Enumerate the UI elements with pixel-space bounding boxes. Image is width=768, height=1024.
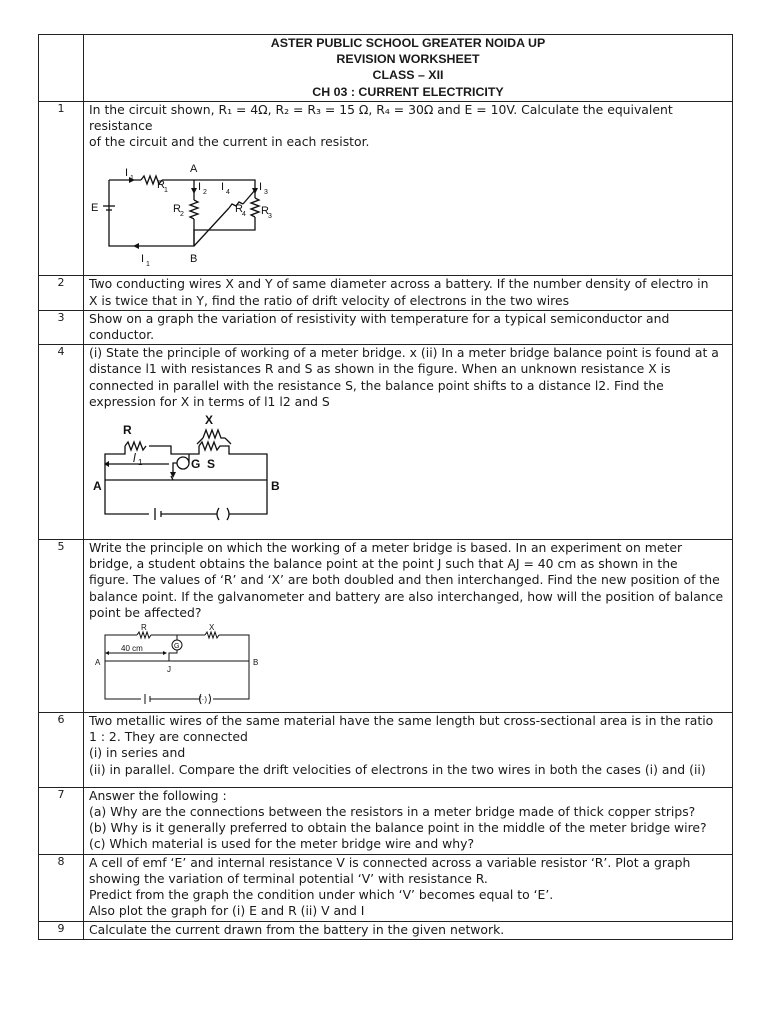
question-cell [84, 345, 733, 540]
question-line: (ii) in parallel. Compare the drift velocities of electrons in the two wires in both the cases (i) and (ii) [89, 761, 706, 777]
question-row [39, 345, 733, 540]
q5-meter-bridge-figure [89, 621, 299, 711]
question-cell [84, 276, 733, 310]
chapter-title: CH 03 : CURRENT ELECTRICITY [312, 84, 504, 99]
label-r1: R [157, 179, 165, 192]
question-number: 5 [39, 540, 84, 713]
label-b: B [271, 479, 280, 494]
label-l1-sub: 1 [138, 458, 143, 468]
question-number: 2 [39, 276, 84, 310]
label-r2: R [173, 203, 181, 216]
header-row [39, 35, 733, 102]
label-key: (·) [199, 695, 207, 705]
question-line: Also plot the graph for (i) E and R (ii) V and I [89, 903, 365, 919]
question-row [39, 787, 733, 854]
question-line: bridge, a student obtains the balance point at the point J such that AJ = 40 cm as shown in the [89, 556, 678, 572]
question-line: In the circuit shown, R₁ = 4Ω, R₂ = R₃ = 15 Ω, R₄ = 30Ω and E = 10V. Calculate the equivalent resistance [89, 101, 673, 134]
label-a: A [93, 479, 102, 494]
school-name: ASTER PUBLIC SCHOOL GREATER NOIDA UP [270, 36, 546, 50]
question-line: Two conducting wires X and Y of same diameter across a battery. If the number density of electro in [89, 276, 709, 292]
label-r: R [141, 623, 147, 633]
question-line: Calculate the current drawn from the battery in the given network. [89, 921, 505, 937]
label-s: S [207, 457, 216, 472]
question-line: (a) Why are the connections between the resistors in a meter bridge made of thick copper strips? [89, 804, 696, 820]
question-row [39, 101, 733, 276]
question-row [39, 540, 733, 713]
label-l1: l [133, 451, 136, 466]
question-line: Write the principle on which the working of a meter bridge is based. In an experiment on meter [89, 540, 683, 556]
label-length: 40 cm [121, 644, 143, 654]
worksheet-header [84, 35, 733, 102]
header-num-cell [39, 35, 84, 102]
label-a: A [190, 163, 198, 176]
label-i2-sub: 2 [203, 189, 207, 197]
label-i4-sub: 4 [226, 189, 230, 197]
question-row [39, 713, 733, 788]
question-line: (b) Why is it generally preferred to obtain the balance point in the middle of the meter bridge wire? [89, 820, 707, 836]
question-cell [84, 854, 733, 921]
question-line: 1 : 2. They are connected [89, 729, 248, 745]
label-r4: R [235, 203, 243, 216]
label-b: B [253, 658, 259, 668]
label-b: B [190, 253, 198, 266]
label-r: R [123, 423, 132, 438]
question-line: balance point. If the galvanometer and battery are also interchanged, how will the position of balance [89, 588, 724, 604]
question-line: expression for X in terms of l1 l2 and S [89, 393, 330, 409]
question-line: connected in parallel with the resistance S, the balance point shifts to a distance l2. Find the [89, 377, 664, 393]
question-line: X is twice that in Y, find the ratio of drift velocity of electrons in the two wires [89, 292, 570, 308]
label-r1-sub: 1 [164, 187, 168, 195]
label-r2-sub: 2 [180, 211, 184, 219]
label-i4: I [221, 181, 225, 194]
question-cell [84, 787, 733, 854]
question-number: 4 [39, 345, 84, 540]
question-line: (c) Which material is used for the meter bridge wire and why? [89, 836, 475, 852]
label-r3: R [261, 205, 269, 218]
question-number: 1 [39, 101, 84, 276]
question-number: 7 [39, 787, 84, 854]
label-j: J [167, 665, 171, 675]
question-line: Show on a graph the variation of resistivity with temperature for a typical semiconductor and [89, 310, 670, 326]
question-row [39, 276, 733, 310]
label-x: X [205, 413, 214, 428]
question-line: Two metallic wires of the same material have the same length but cross-sectional area is in the ratio [89, 713, 714, 729]
worksheet-title: REVISION WORKSHEET [336, 52, 480, 67]
label-x: X [209, 623, 215, 633]
question-line: distance l1 with resistances R and S as shown in the figure. When an unknown resistance X is [89, 361, 671, 377]
question-number: 3 [39, 310, 84, 344]
worksheet-table [38, 34, 733, 940]
question-line: figure. The values of ‘R’ and ‘X’ are both doubled and then interchanged. Find the new position of the [89, 572, 720, 588]
question-cell [84, 921, 733, 939]
label-r4-sub: 4 [242, 211, 246, 219]
question-line: conductor. [89, 327, 155, 343]
label-i3: I [259, 181, 263, 194]
question-line: (i) State the principle of working of a meter bridge. x (ii) In a meter bridge balance point is found at a [89, 345, 719, 361]
label-i1-bottom-sub: 1 [146, 261, 150, 269]
label-e: E [91, 202, 99, 215]
question-row [39, 854, 733, 921]
q4-meter-bridge-figure [89, 410, 309, 538]
label-g: G [174, 643, 180, 651]
question-cell [84, 540, 733, 713]
label-g: G [191, 457, 201, 472]
question-line: A cell of emf ‘E’ and internal resistance V is connected across a variable resistor ‘R’. Plot a graph [89, 854, 691, 870]
question-line: Predict from the graph the condition under which ‘V’ becomes equal to ‘E’. [89, 887, 554, 903]
question-line: point be affected? [89, 604, 202, 620]
question-cell [84, 310, 733, 344]
question-line: showing the variation of terminal potential ‘V’ with resistance R. [89, 870, 488, 886]
label-i3-sub: 3 [264, 189, 268, 197]
label-r3-sub: 3 [268, 213, 272, 221]
question-line: Answer the following : [89, 787, 227, 803]
question-cell [84, 101, 733, 276]
question-cell [84, 713, 733, 788]
question-line: (i) in series and [89, 745, 186, 761]
label-a: A [95, 658, 101, 668]
question-number: 8 [39, 854, 84, 921]
spacer [89, 778, 727, 786]
class-label: CLASS – XII [372, 68, 444, 83]
label-i2: I [198, 181, 202, 194]
label-i1-bottom: I [141, 253, 145, 266]
question-number: 6 [39, 713, 84, 788]
question-number: 9 [39, 921, 84, 939]
label-i1-sub: 1 [130, 175, 134, 183]
q1-circuit-figure [89, 150, 309, 274]
label-i1: I [125, 167, 129, 180]
question-row [39, 921, 733, 939]
question-line: of the circuit and the current in each resistor. [89, 134, 370, 150]
question-row [39, 310, 733, 344]
